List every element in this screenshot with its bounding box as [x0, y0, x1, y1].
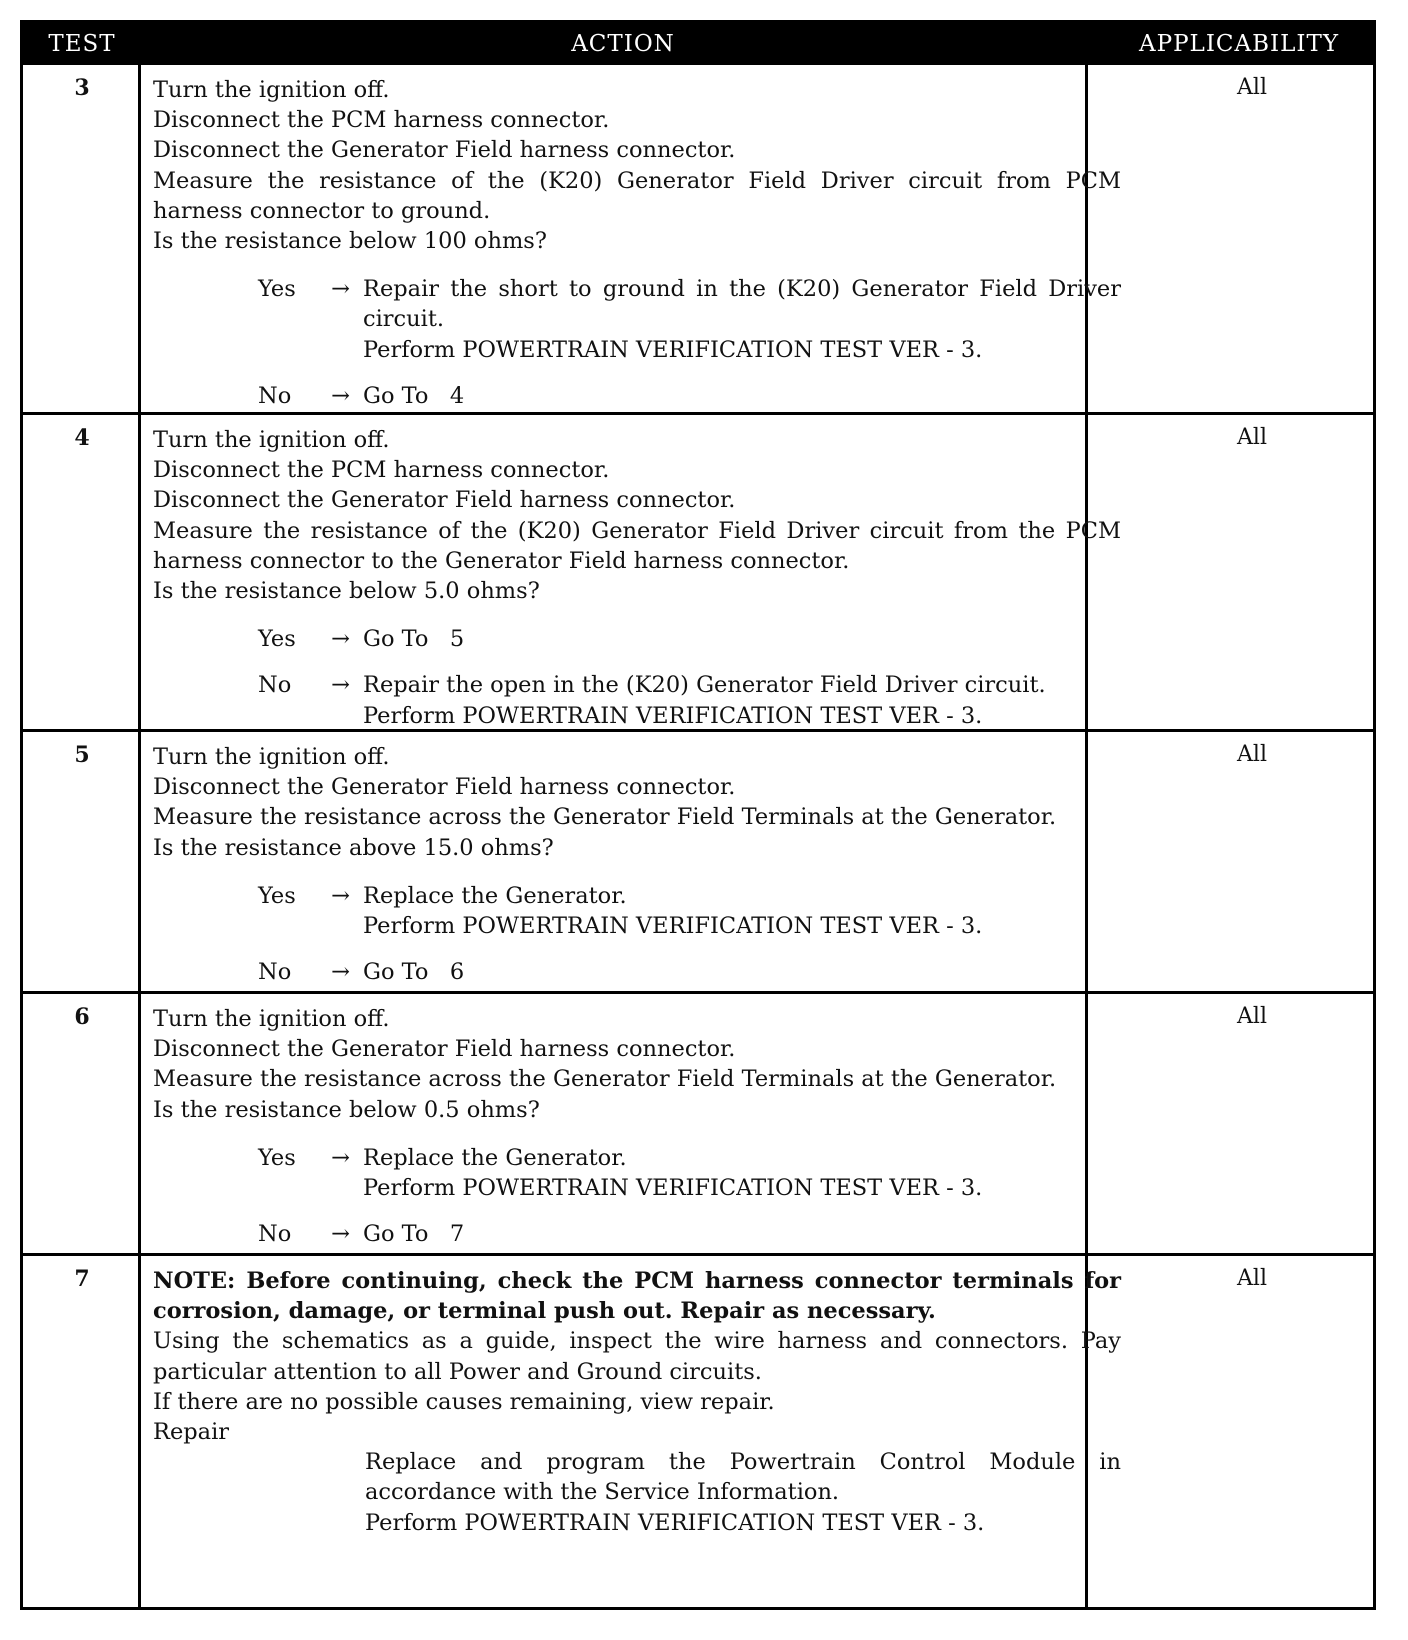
repair-label: Repair	[153, 1419, 230, 1446]
yes-branch	[153, 274, 1121, 365]
test-number: 6	[74, 1004, 90, 1030]
no-branch	[153, 381, 1121, 411]
arrow-icon: →	[331, 959, 350, 986]
step-text: Measure the resistance across the Generator Field Terminals at the Generator.	[153, 1066, 1057, 1093]
repair-result	[365, 1447, 1121, 1538]
yes-result	[363, 274, 1121, 365]
table-row	[23, 65, 1373, 412]
no-label: No	[258, 672, 292, 699]
yes-result: Go To 5	[363, 626, 465, 653]
step-text: Turn the ignition off.	[153, 77, 390, 103]
step-question: Is the resistance below 0.5 ohms?	[153, 1096, 540, 1123]
yes-label: Yes	[258, 626, 296, 653]
step-question: Is the resistance above 15.0 ohms?	[153, 834, 554, 861]
yes-result	[363, 881, 1121, 941]
applicability-cell: All	[1237, 75, 1267, 100]
step-text: Disconnect the Generator Field harness connector.	[153, 1036, 736, 1063]
yes-branch	[153, 881, 1121, 941]
yes-branch	[153, 624, 1121, 654]
table-row	[23, 412, 1373, 729]
applicability-cell: All	[1237, 425, 1267, 450]
action-cell	[153, 425, 1121, 731]
yes-branch	[153, 1143, 1121, 1203]
result-text: Replace the Generator.	[363, 882, 627, 909]
no-label: No	[258, 959, 292, 986]
result-text: Replace the Generator.	[363, 1144, 627, 1171]
step-text: Turn the ignition off.	[153, 744, 390, 770]
arrow-icon: →	[331, 626, 350, 653]
no-branch	[153, 957, 1121, 987]
action-cell	[153, 742, 1121, 987]
result-text: Perform POWERTRAIN VERIFICATION TEST VER - 3.	[365, 1509, 985, 1536]
no-result	[363, 670, 1121, 730]
test-number: 7	[74, 1266, 90, 1292]
step-text: Disconnect the PCM harness connector.	[153, 457, 610, 484]
arrow-icon: →	[331, 276, 350, 303]
action-cell	[153, 1266, 1121, 1538]
yes-label: Yes	[258, 1144, 296, 1171]
result-text: Perform POWERTRAIN VERIFICATION TEST VER - 3.	[363, 1175, 983, 1202]
note-text: NOTE: Before continuing, check the PCM harness connector terminals for corrosion, damage, or terminal push out. Repair as necessary.	[153, 1268, 1121, 1325]
action-cell	[153, 75, 1121, 411]
test-number: 3	[74, 75, 90, 101]
table-header	[23, 23, 1373, 65]
table-row	[23, 991, 1373, 1253]
step-text: Disconnect the Generator Field harness connector.	[153, 137, 736, 164]
header-applicability: APPLICABILITY	[1139, 31, 1339, 57]
result-text: Perform POWERTRAIN VERIFICATION TEST VER - 3.	[363, 913, 983, 940]
yes-label: Yes	[258, 276, 296, 303]
no-result: Go To 7	[363, 1221, 465, 1248]
result-text: Perform POWERTRAIN VERIFICATION TEST VER - 3.	[363, 336, 983, 363]
no-label: No	[258, 382, 292, 409]
applicability-cell: All	[1237, 1266, 1267, 1291]
step-text: Measure the resistance of the (K20) Generator Field Driver circuit from PCM harness connector to ground.	[153, 167, 1121, 224]
no-branch	[153, 1219, 1121, 1249]
result-text: Repair the open in the (K20) Generator Field Driver circuit.	[363, 672, 1046, 699]
diagnostic-test-table	[20, 20, 1376, 1610]
step-text: Disconnect the Generator Field harness connector.	[153, 774, 736, 801]
header-test: TEST	[48, 31, 116, 57]
no-branch	[153, 670, 1121, 730]
step-text: Turn the ignition off.	[153, 1006, 390, 1032]
step-text: Using the schematics as a guide, inspect the wire harness and connectors. Pay particular attention to all Power and Ground circuits.	[153, 1328, 1121, 1385]
arrow-icon: →	[331, 672, 350, 699]
arrow-icon: →	[331, 882, 350, 909]
action-cell	[153, 1004, 1121, 1249]
result-text: Replace and program the Powertrain Control Module in accordance with the Service Information.	[365, 1449, 1121, 1506]
yes-result	[363, 1143, 1121, 1203]
step-question: Is the resistance below 100 ohms?	[153, 228, 547, 255]
step-text: Disconnect the PCM harness connector.	[153, 107, 610, 134]
step-text: Disconnect the Generator Field harness connector.	[153, 487, 736, 514]
arrow-icon: →	[331, 382, 350, 409]
header-action: ACTION	[571, 31, 675, 57]
step-text: Measure the resistance of the (K20) Generator Field Driver circuit from the PCM harness connector to the Generator Field harness connector.	[153, 517, 1121, 574]
table-row	[23, 1253, 1373, 1607]
applicability-cell: All	[1237, 742, 1267, 767]
step-text: Measure the resistance across the Generator Field Terminals at the Generator.	[153, 804, 1057, 831]
result-text: Perform POWERTRAIN VERIFICATION TEST VER - 3.	[363, 702, 983, 729]
result-text: Repair the short to ground in the (K20) Generator Field Driver circuit.	[363, 276, 1121, 333]
step-question: Is the resistance below 5.0 ohms?	[153, 578, 540, 605]
step-text: Turn the ignition off.	[153, 427, 390, 453]
arrow-icon: →	[331, 1221, 350, 1248]
yes-label: Yes	[258, 882, 296, 909]
applicability-cell: All	[1237, 1004, 1267, 1029]
no-result: Go To 6	[363, 959, 465, 986]
test-number: 4	[74, 425, 90, 451]
arrow-icon: →	[331, 1144, 350, 1171]
test-number: 5	[74, 742, 90, 768]
table-row	[23, 729, 1373, 991]
no-result: Go To 4	[363, 382, 465, 409]
no-label: No	[258, 1221, 292, 1248]
step-text: If there are no possible causes remaining, view repair.	[153, 1388, 775, 1415]
